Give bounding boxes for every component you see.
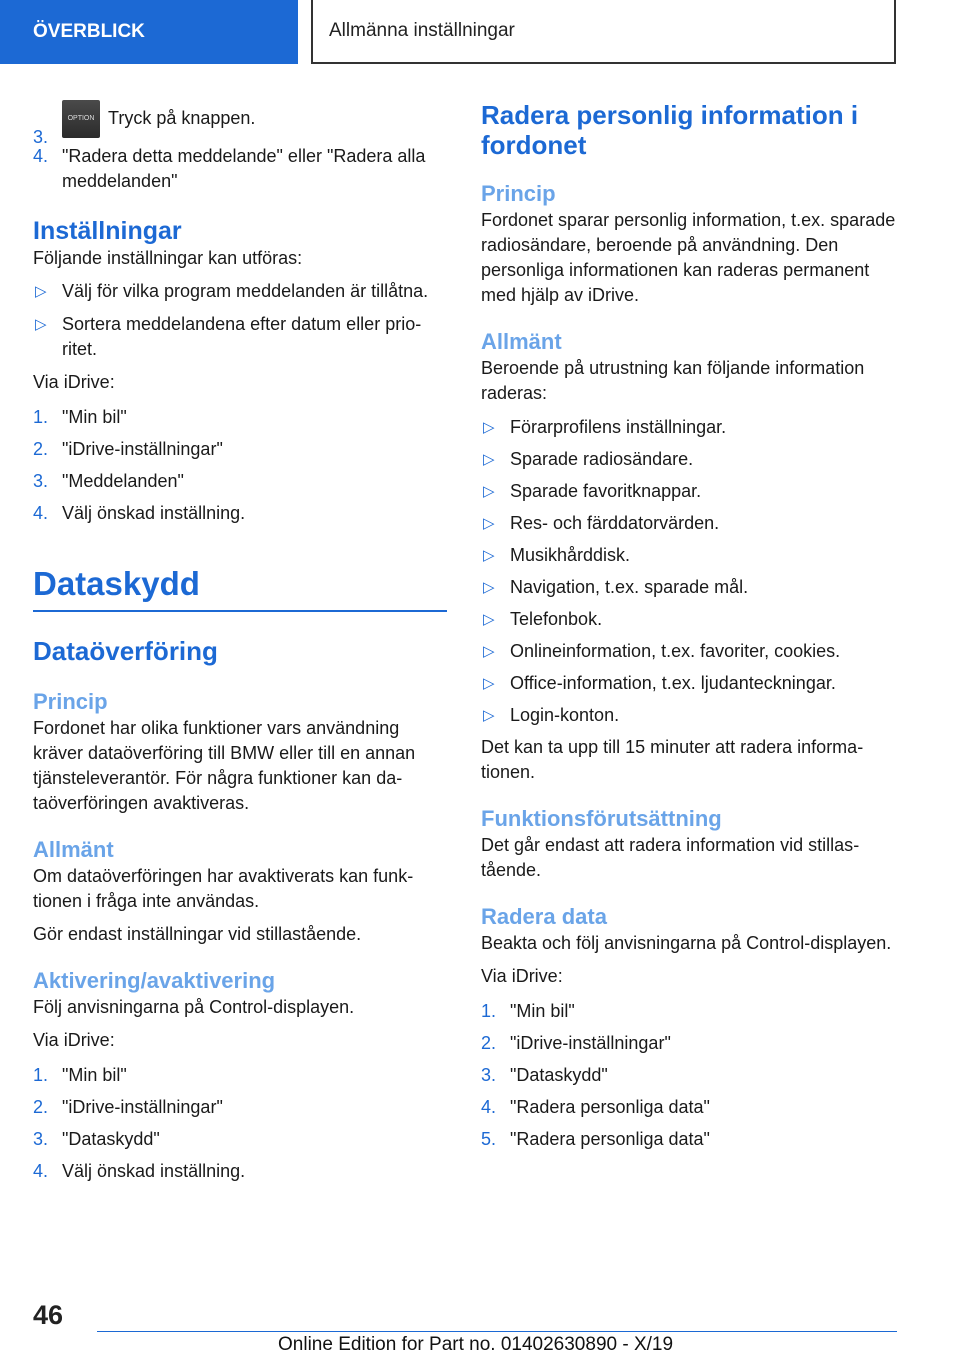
- bullet-text: Sparade favoritknappar.: [510, 481, 702, 501]
- step-item: [481, 1031, 897, 1056]
- heading-dataoverforing: Dataöverföring: [33, 636, 218, 666]
- bullet-text: Telefonbok.: [510, 609, 603, 629]
- step-item: [33, 469, 447, 494]
- paragraph: Via iDrive:: [33, 1030, 115, 1050]
- bullet-item: [481, 479, 897, 504]
- triangle-bullet-icon: ▷: [483, 675, 495, 692]
- step-number: 3.: [33, 127, 49, 147]
- heading-allmant: Allmänt: [481, 329, 562, 354]
- step-text: "Min bil": [62, 407, 127, 427]
- step-text: "iDrive-inställningar": [62, 1097, 223, 1117]
- step-number: 1.: [33, 407, 49, 427]
- bullet-text: Login-konton.: [510, 705, 620, 725]
- right-column: [481, 100, 897, 1152]
- step-number: 3.: [33, 1129, 49, 1149]
- step-item: [33, 1095, 447, 1120]
- page-number: 46: [33, 1300, 64, 1330]
- left-column: [33, 100, 447, 1184]
- heading-dataskydd: Dataskydd: [33, 565, 200, 602]
- footer-rule: [97, 1331, 897, 1332]
- triangle-bullet-icon: ▷: [483, 643, 495, 660]
- step-text: "Meddelanden": [62, 471, 184, 491]
- bullet-item: [481, 639, 897, 664]
- paragraph: Det kan ta upp till 15 minuter att radera informationen.: [481, 737, 864, 782]
- triangle-bullet-icon: ▷: [483, 611, 495, 628]
- step-number: 2.: [33, 1097, 49, 1117]
- step-number: 4.: [33, 503, 49, 523]
- paragraph: Beakta och följ anvisningarna på Control-displayen.: [481, 933, 892, 953]
- step-item: [33, 144, 447, 194]
- step-text: "Radera personliga data": [510, 1129, 710, 1149]
- triangle-bullet-icon: ▷: [483, 515, 495, 532]
- triangle-bullet-icon: ▷: [483, 419, 495, 436]
- step-number: 1.: [481, 1001, 497, 1021]
- paragraph: Via iDrive:: [481, 966, 563, 986]
- bullet-item: [481, 511, 897, 536]
- step-item: [481, 1127, 897, 1152]
- step-item: [33, 100, 447, 147]
- step-text: "Min bil": [62, 1065, 127, 1085]
- step-text: Välj önskad inställning.: [62, 1161, 246, 1181]
- section-tab-overblick[interactable]: ÖVERBLICK: [0, 0, 298, 64]
- paragraph: Via iDrive:: [33, 372, 115, 392]
- paragraph: Om dataöverföringen har avaktiverats kan funktionen i fråga inte användas.: [33, 866, 414, 911]
- heading-aktivering: Aktivering/avaktivering: [33, 968, 276, 993]
- step-text: "Radera detta meddelande" eller "Radera alla meddelanden": [62, 146, 426, 191]
- heading-allmant: Allmänt: [33, 837, 114, 862]
- triangle-bullet-icon: ▷: [483, 579, 495, 596]
- paragraph: Fordonet har olika funktioner vars användning kräver dataöverföring till BMW eller till en annan tjänsteleverantör. För några funktioner kan dataöverföringen avaktiveras.: [33, 718, 416, 813]
- bullet-text: Navigation, t.ex. sparade mål.: [510, 577, 749, 597]
- bullet-item: [33, 279, 447, 304]
- paragraph: Följ anvisningarna på Control-displayen.: [33, 997, 355, 1017]
- paragraph: Beroende på utrustning kan följande information raderas:: [481, 358, 865, 403]
- chapter-title: Allmänna inställningar: [311, 0, 896, 64]
- option-button-icon: OPTION: [62, 100, 100, 138]
- footer-edition-text: Online Edition for Part no. 01402630890 - X/19: [278, 1334, 674, 1355]
- step-text: Tryck på knappen.: [108, 107, 256, 128]
- triangle-bullet-icon: ▷: [483, 483, 495, 500]
- step-number: 4.: [33, 146, 49, 166]
- step-number: 2.: [481, 1033, 497, 1053]
- step-text: "Radera personliga data": [510, 1097, 710, 1117]
- bullet-text: Sortera meddelandena efter datum eller prioritet.: [62, 314, 422, 359]
- triangle-bullet-icon: ▷: [483, 451, 495, 468]
- heading-installningar: Inställningar: [33, 217, 182, 245]
- triangle-bullet-icon: ▷: [483, 547, 495, 564]
- bullet-item: [481, 575, 897, 600]
- heading-rule: [33, 610, 447, 612]
- step-text: "iDrive-inställningar": [510, 1033, 671, 1053]
- step-number: 4.: [33, 1161, 49, 1181]
- bullet-text: Res- och färddatorvärden.: [510, 513, 720, 533]
- step-text: "Min bil": [510, 1001, 575, 1021]
- step-item: [33, 1127, 447, 1152]
- step-number: 2.: [33, 439, 49, 459]
- step-item: [481, 1095, 897, 1120]
- bullet-item: [481, 607, 897, 632]
- step-item: [33, 1159, 447, 1184]
- bullet-text: Office-information, t.ex. ljudanteckningar.: [510, 673, 836, 693]
- bullet-text: Musikhårddisk.: [510, 545, 631, 565]
- step-number: 1.: [33, 1065, 49, 1085]
- step-number: 4.: [481, 1097, 497, 1117]
- heading-funktionsforutsattning: Funktionsförutsättning: [481, 806, 722, 831]
- step-item: [481, 1063, 897, 1088]
- paragraph: Det går endast att radera information vid stillastående.: [481, 835, 860, 880]
- step-text: Välj önskad inställning.: [62, 503, 246, 523]
- step-number: 3.: [33, 471, 49, 491]
- step-number: 5.: [481, 1129, 497, 1149]
- bullet-item: [481, 447, 897, 472]
- bullet-item: [33, 312, 447, 362]
- paragraph: Gör endast inställningar vid stillastående.: [33, 924, 362, 944]
- bullet-text: Välj för vilka program meddelanden är tillåtna.: [62, 281, 429, 301]
- heading-radera-personlig-information: Radera personlig information i fordonet: [481, 100, 859, 160]
- bullet-text: Sparade radiosändare.: [510, 449, 694, 469]
- step-item: [481, 999, 897, 1024]
- bullet-text: Förarprofilens inställningar.: [510, 417, 727, 437]
- step-item: [33, 437, 447, 462]
- triangle-bullet-icon: ▷: [35, 316, 47, 333]
- bullet-text: Onlineinformation, t.ex. favoriter, cookies.: [510, 641, 841, 661]
- paragraph: Fordonet sparar personlig information, t.ex. sparade radiosändare, beroende på användning. Den personliga informationen kan raderas permanent med hjälp av iDrive.: [481, 210, 896, 305]
- step-number: 3.: [481, 1065, 497, 1085]
- heading-radera-data: Radera data: [481, 904, 607, 929]
- heading-princip: Princip: [481, 181, 556, 206]
- bullet-item: [481, 671, 897, 696]
- heading-princip: Princip: [33, 689, 108, 714]
- step-item: [33, 501, 447, 526]
- step-item: [33, 1063, 447, 1088]
- triangle-bullet-icon: ▷: [483, 707, 495, 724]
- triangle-bullet-icon: ▷: [35, 283, 47, 300]
- step-text: "Dataskydd": [62, 1129, 160, 1149]
- step-item: [33, 405, 447, 430]
- step-text: "iDrive-inställningar": [62, 439, 223, 459]
- bullet-item: [481, 543, 897, 568]
- bullet-item: [481, 703, 897, 728]
- step-text: "Dataskydd": [510, 1065, 608, 1085]
- paragraph: Följande inställningar kan utföras:: [33, 248, 303, 268]
- bullet-item: [481, 415, 897, 440]
